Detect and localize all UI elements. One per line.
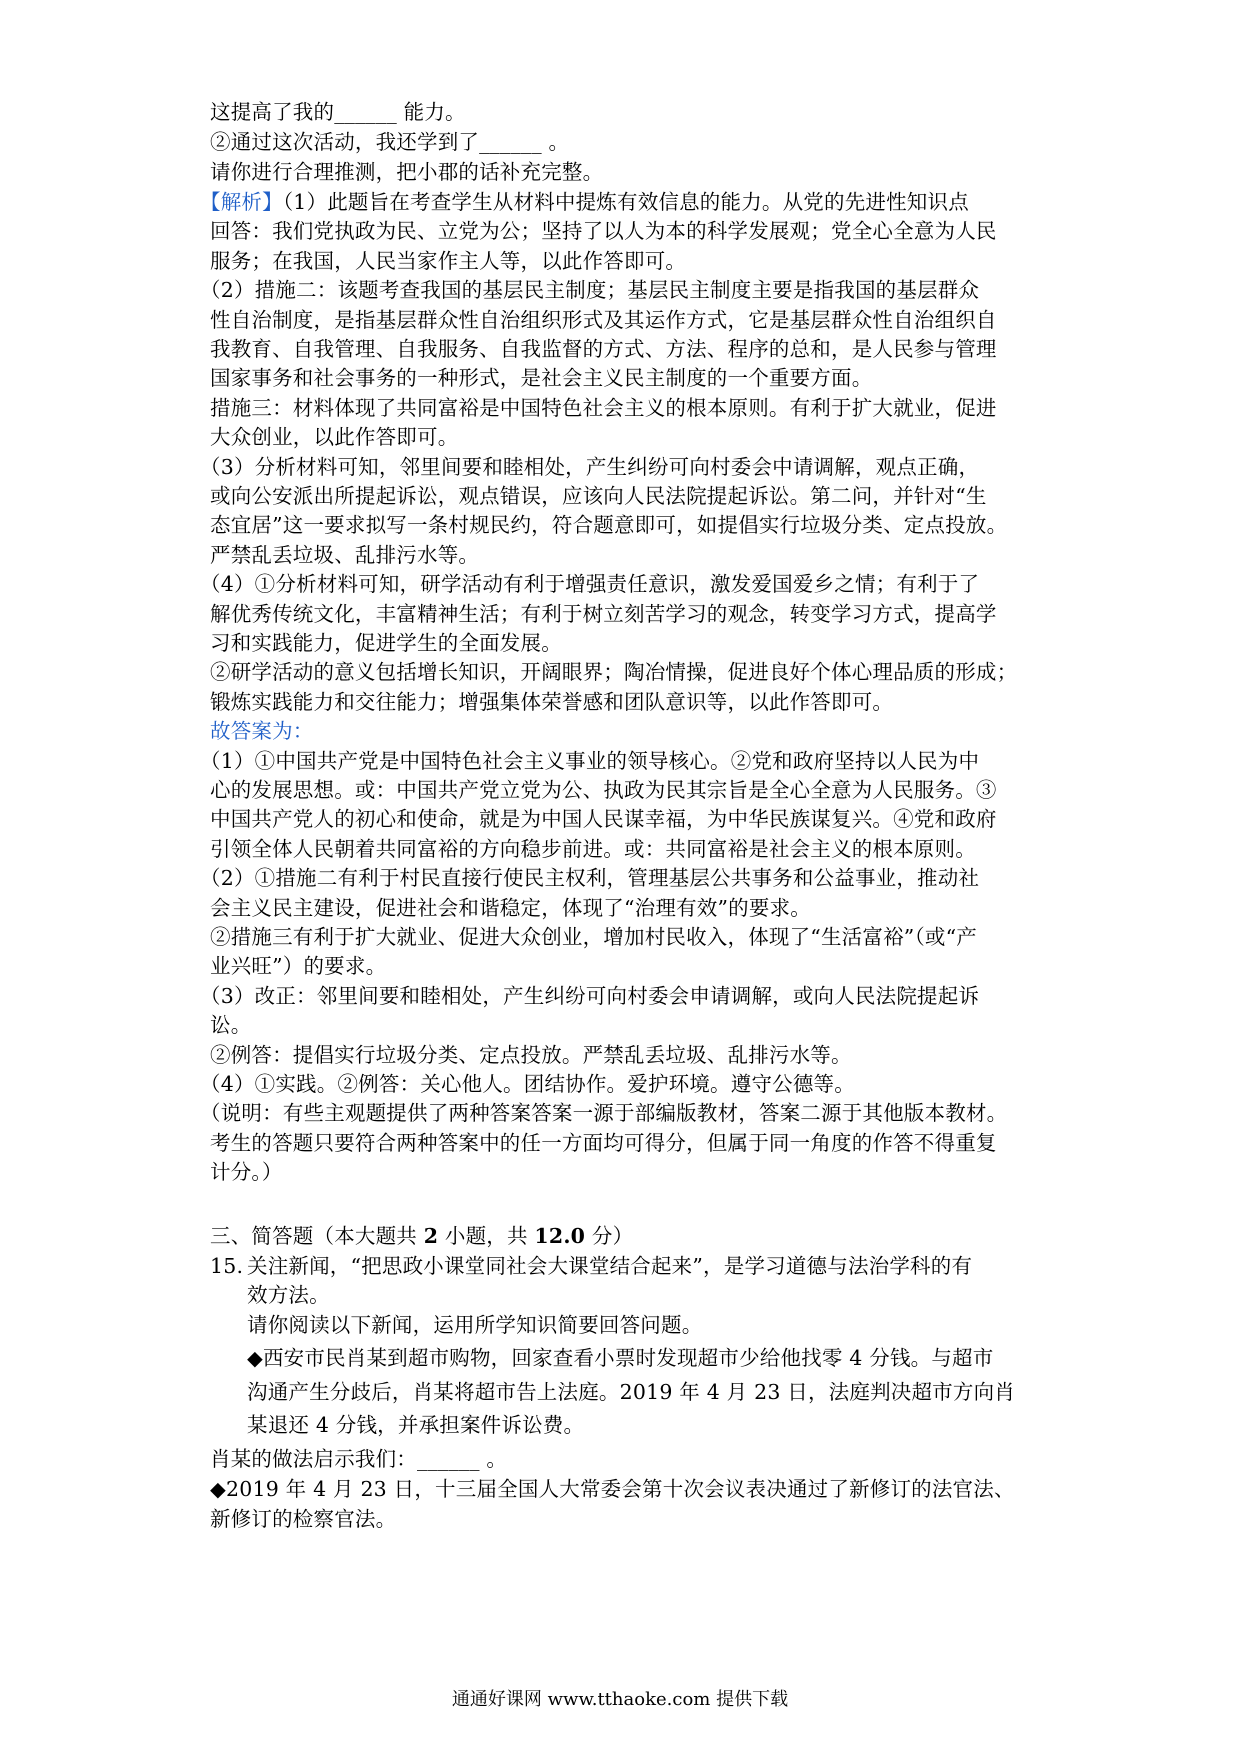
- section-heading-prefix: 三、简答题（本大题共: [210, 1224, 424, 1248]
- text-line: ②通过这次活动，我还学到了______ 。: [210, 130, 570, 154]
- answer-line: （说明：有些主观题提供了两种答案答案一源于部编版教材，答案二源于其他版本教材。: [200, 1101, 1008, 1125]
- text-line: 请你进行合理推测，把小郡的话补充完整。: [210, 160, 604, 184]
- analysis-line: 态宜居”这一要求拟写一条村规民约，符合题意即可，如提倡实行垃圾分类、定点投放。: [210, 513, 1008, 537]
- analysis-line: 大众创业，以此作答即可。: [210, 425, 459, 449]
- question-line: 关注新闻，“把思政小课堂同社会大课堂结合起来”，是学习道德与法治学科的有: [247, 1254, 973, 1278]
- analysis-line: （2）措施二：该题考查我国的基层民主制度；基层民主制度主要是指我国的基层群众: [200, 278, 980, 302]
- question-line: 效方法。: [247, 1283, 330, 1307]
- answer-line: 中国共产党人的初心和使命，就是为中国人民谋幸福，为中华民族谋复兴。④党和政府: [210, 807, 997, 831]
- analysis-line: 严禁乱丢垃圾、乱排污水等。: [210, 543, 480, 567]
- total-score: 12.0: [534, 1224, 586, 1248]
- question-line: 某退还 4 分钱，并承担案件诉讼费。: [247, 1413, 585, 1437]
- answer-line: 讼。: [210, 1013, 252, 1037]
- answer-line: （4）①实践。②例答：关心他人。团结协作。爱护环境。遵守公德等。: [200, 1072, 855, 1096]
- answer-label: 故答案为：: [210, 719, 314, 743]
- answer-line: （2）①措施二有利于村民直接行使民主权利，管理基层公共事务和公益事业，推动社: [200, 866, 980, 890]
- section-heading-suffix: 分）: [585, 1224, 634, 1248]
- answer-line: （1）①中国共产党是中国特色社会主义事业的领导核心。②党和政府坚持以人民为中: [200, 749, 980, 773]
- analysis-line: 习和实践能力，促进学生的全面发展。: [210, 631, 562, 655]
- answer-line: 引领全体人民朝着共同富裕的方向稳步前进。或：共同富裕是社会主义的根本原则。: [210, 837, 976, 861]
- analysis-intro: （1）此题旨在考查学生从材料中提炼有效信息的能力。从党的先进性知识点: [282, 190, 969, 214]
- answer-line: ②措施三有利于扩大就业、促进大众创业，增加村民收入，体现了“生活富裕”（或“产: [210, 925, 977, 949]
- answer-line: 计分。）: [210, 1160, 283, 1184]
- analysis-first-line: [200, 187, 969, 217]
- page-footer: 通通好课网 www.tthaoke.com 提供下载: [451, 1689, 789, 1710]
- text-line: 这提高了我的______ 能力。: [210, 100, 466, 124]
- answer-line: （3）改正：邻里间要和睦相处，产生纠纷可向村委会申请调解，或向人民法院提起诉: [200, 984, 980, 1008]
- analysis-line: ②研学活动的意义包括增长知识，开阔眼界；陶冶情操，促进良好个体心理品质的形成；: [210, 660, 1018, 684]
- question-line: ◆2019 年 4 月 23 日，十三届全国人大常委会第十次会议表决通过了新修订的法官法、: [210, 1477, 1015, 1501]
- analysis-line: 解优秀传统文化，丰富精神生活；有利于树立刻苦学习的观念，转变学习方式，提高学: [210, 602, 997, 626]
- analysis-line: 回答：我们党执政为民、立党为公；坚持了以人为本的科学发展观；党全心全意为人民: [210, 219, 997, 243]
- analysis-line: 服务；在我国，人民当家作主人等，以此作答即可。: [210, 249, 687, 273]
- analysis-line: 性自治制度，是指基层群众性自治组织形式及其运作方式，它是基层群众性自治组织自: [210, 308, 997, 332]
- question-line: ◆西安市民肖某到超市购物，回家查看小票时发现超市少给他找零 4 分钱。与超市: [247, 1346, 994, 1370]
- question-line: 肖某的做法启示我们：______ 。: [210, 1447, 508, 1471]
- question-line: 新修订的检察官法。: [210, 1507, 397, 1531]
- question-line: 请你阅读以下新闻，运用所学知识简要回答问题。: [247, 1313, 703, 1337]
- analysis-line: 锻炼实践能力和交往能力；增强集体荣誉感和团队意识等，以此作答即可。: [210, 690, 894, 714]
- answer-line: ②例答：提倡实行垃圾分类、定点投放。严禁乱丢垃圾、乱排污水等。: [210, 1043, 852, 1067]
- analysis-line: 或向公安派出所提起诉讼，观点错误，应该向人民法院提起诉讼。第二问，并针对“生: [210, 484, 987, 508]
- answer-line: 心的发展思想。或：中国共产党立党为公、执政为民其宗旨是全心全意为人民服务。③: [210, 778, 997, 802]
- analysis-line: （3）分析材料可知，邻里间要和睦相处，产生纠纷可向村委会中请调解，观点正确，: [200, 455, 980, 479]
- analysis-line: （4）①分析材料可知，研学活动有利于增强责任意识，激发爱国爱乡之情；有利于了: [200, 572, 980, 596]
- section-heading-middle: 小题，共: [438, 1224, 535, 1248]
- section-heading: [210, 1221, 633, 1251]
- analysis-line: 国家事务和社会事务的一种形式，是社会主义民主制度的一个重要方面。: [210, 366, 873, 390]
- analysis-label: 【解析】: [200, 190, 283, 214]
- analysis-line: 措施三：材料体现了共同富裕是中国特色社会主义的根本原则。有利于扩大就业，促进: [210, 396, 997, 420]
- answer-line: 考生的答题只要符合两种答案中的任一方面均可得分，但属于同一角度的作答不得重复: [210, 1131, 997, 1155]
- question-line: 沟通产生分歧后，肖某将超市告上法庭。2019 年 4 月 23 日，法庭判决超市方向肖: [247, 1380, 1015, 1404]
- question-number: 15.: [210, 1254, 244, 1278]
- answer-line: 业兴旺”）的要求。: [210, 954, 387, 978]
- analysis-line: 我教育、自我管理、自我服务、自我监督的方式、方法、程序的总和，是人民参与管理: [210, 337, 997, 361]
- answer-line: 会主义民主建设，促进社会和谐稳定，体现了“治理有效”的要求。: [210, 896, 811, 920]
- question-count: 2: [423, 1224, 439, 1248]
